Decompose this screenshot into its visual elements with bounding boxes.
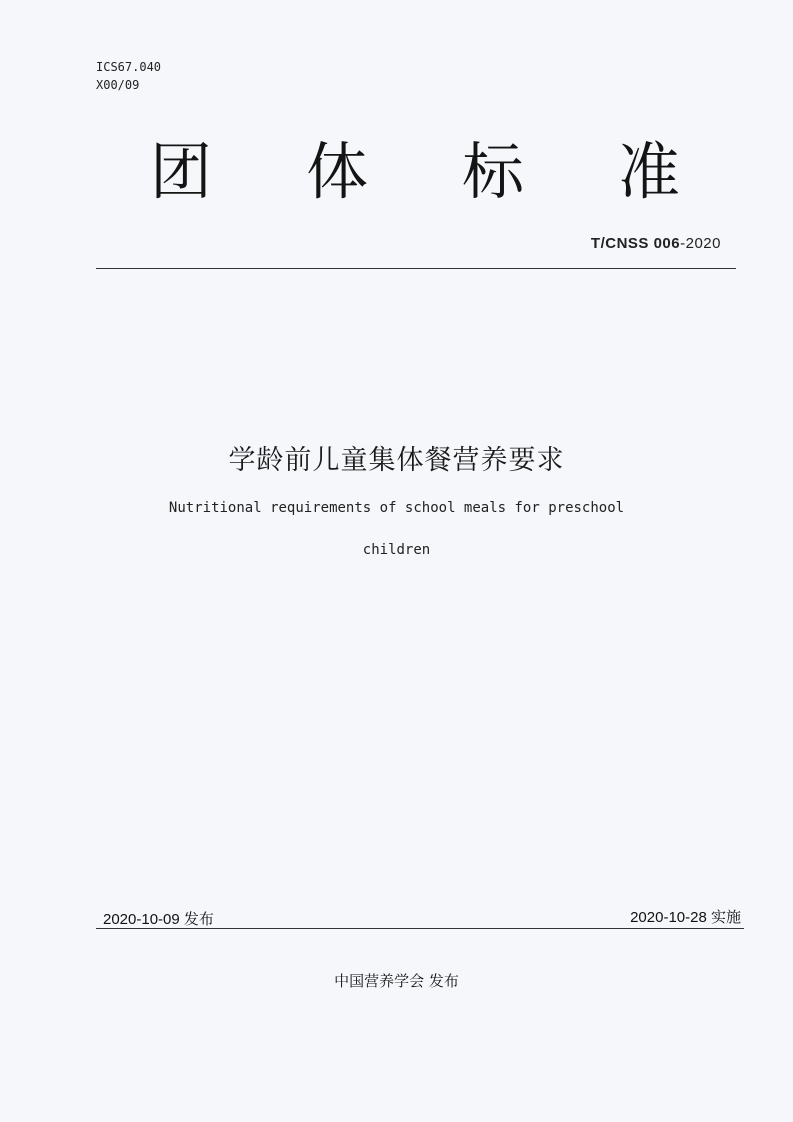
title-char-2: 体: [305, 135, 368, 208]
title-char-4: 准: [617, 135, 680, 208]
publisher: 中国营养学会 发布: [334, 972, 459, 990]
title-char-3: 标: [461, 135, 524, 208]
document-title-en-line1: Nutritional requirements of school meals for preschool: [168, 500, 625, 516]
classification-codes: [96, 58, 161, 94]
standard-number: [591, 235, 721, 252]
standard-prefix: T/CNSS 006: [590, 235, 681, 252]
title-char-1: 团: [150, 135, 213, 208]
implementation-date: 2020-10-28 实施: [630, 909, 741, 926]
footer-divider: [96, 928, 744, 929]
standard-year: -2020: [680, 235, 721, 252]
ics-code: ICS67.040: [96, 60, 162, 74]
publish-date: 2020-10-09 发布: [103, 911, 214, 928]
document-title-en-line2: children: [362, 542, 431, 558]
document-title-cn: 学龄前儿童集体餐营养要求: [228, 445, 565, 476]
ccs-code: X00/09: [96, 78, 140, 92]
group-standard-title: [150, 132, 680, 212]
header-divider: [96, 268, 736, 269]
